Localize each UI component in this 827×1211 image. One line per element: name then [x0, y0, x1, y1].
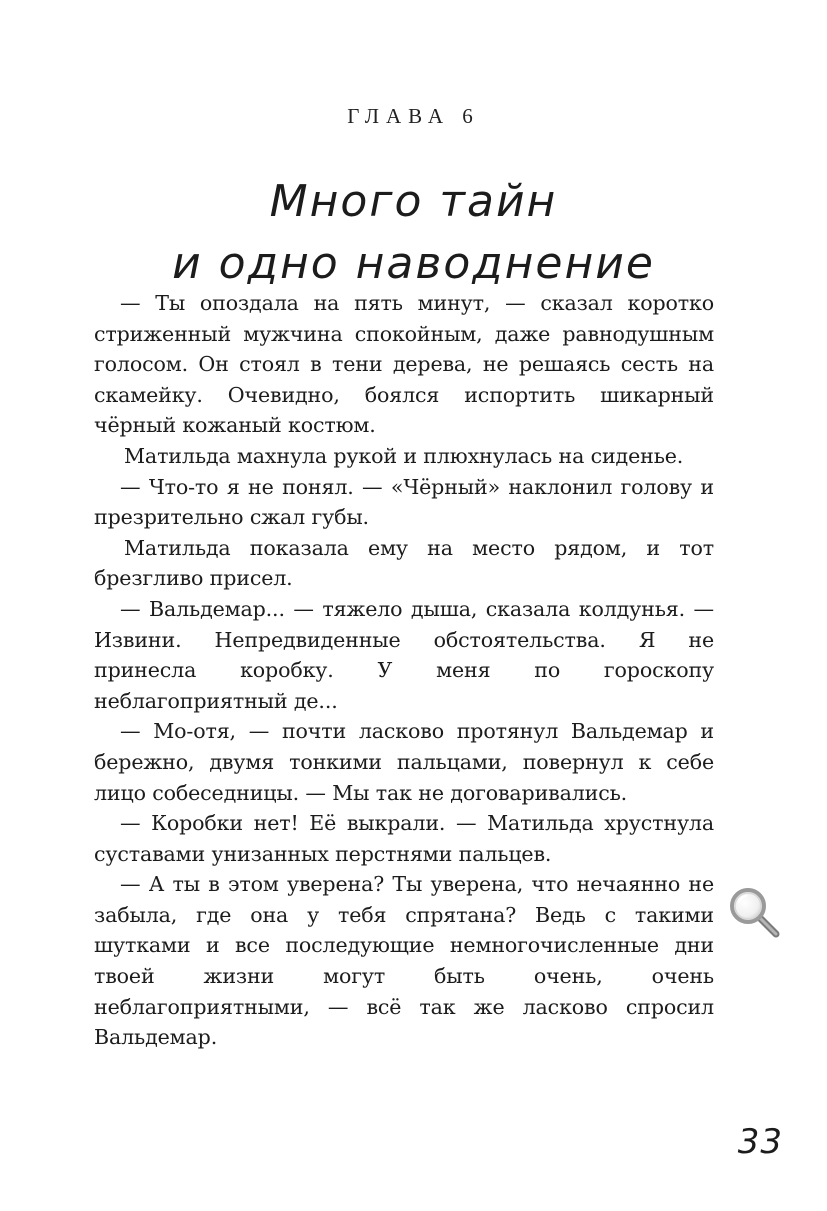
- paragraph: — Вальдемар... — тяжело дыша, сказала колдунья. — Извини. Непредвиденные обстоятельства. Я не принесла коробку. У меня по гороскопу неблагоприятный де...: [94, 596, 714, 713]
- paragraph: — Ты опоздала на пять минут, — сказал коротко стриженный мужчина спокойным, даже равнодушным голосом. Он стоял в тени дерева, не решаясь сесть на скамейку. Очевидно, боялся испортить шикарный чёрный кожаный костюм.: [94, 291, 714, 438]
- paragraph: Матильда показала ему на место рядом, и тот брезгливо присел.: [94, 535, 714, 591]
- paragraph: — А ты в этом уверена? Ты уверена, что нечаянно не забыла, где она у тебя спрятана? Ведь с такими шутками и все последующие немногочисленные дни твоей жизни могут быть очень, очень неблагоприятными, — всё так же ласково спросил Вальдемар.: [94, 872, 714, 1050]
- paragraph: — Что-то я не понял. — «Чёрный» наклонил голову и презрительно сжал губы.: [94, 474, 714, 530]
- chapter-title-line-2: и одно наводнение: [172, 238, 655, 290]
- body-text: [94, 288, 714, 1053]
- paragraph: Матильда махнула рукой и плюхнулась на сиденье.: [124, 443, 684, 468]
- chapter-label: ГЛАВА 6: [347, 104, 480, 128]
- chapter-title: [0, 171, 827, 295]
- paragraph: — Мо-отя, — почти ласково протянул Вальдемар и бережно, двумя тонкими пальцами, повернул к себе лицо собеседницы. — Мы так не договаривались.: [94, 719, 714, 805]
- paragraph: — Коробки нет! Её выкрали. — Матильда хрустнула суставами унизанных перстнями пальцев.: [94, 811, 714, 866]
- page-number: 33: [737, 1122, 783, 1162]
- magnifying-glass-icon: [726, 884, 786, 944]
- chapter-title-line-1: Много тайн: [269, 176, 558, 228]
